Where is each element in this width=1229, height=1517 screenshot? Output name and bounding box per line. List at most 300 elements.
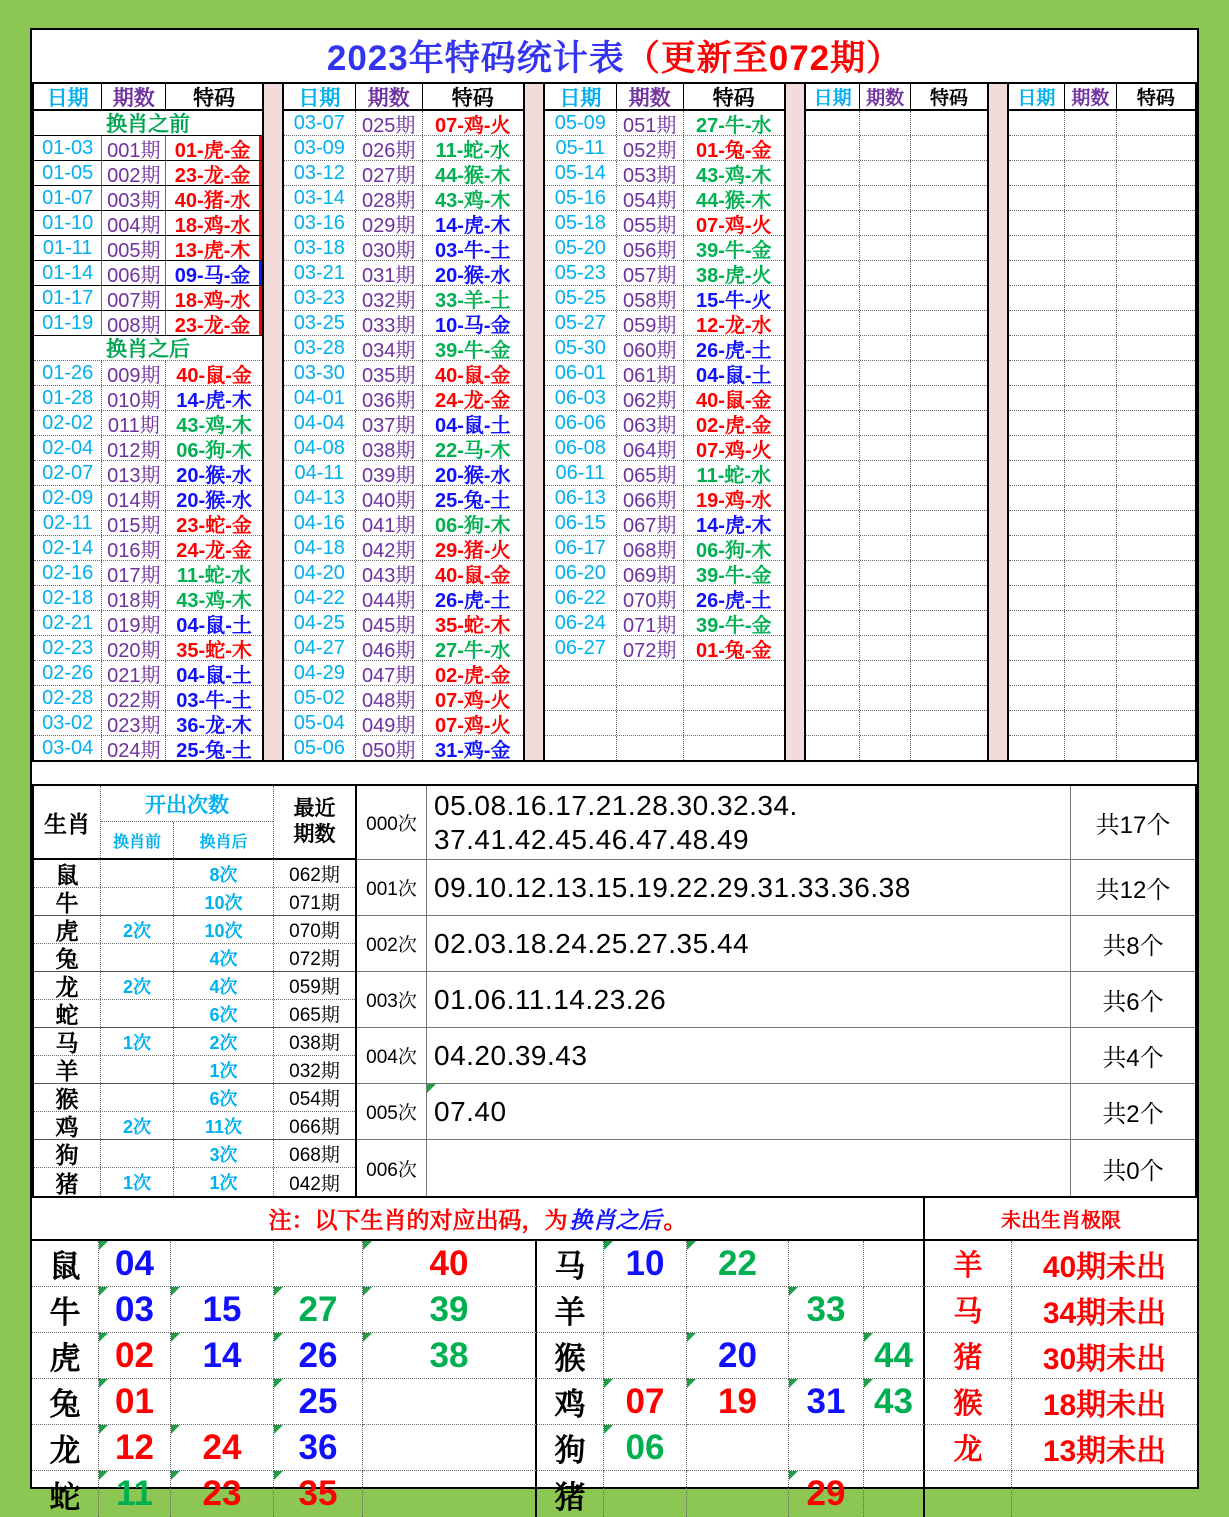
period-cell [860,686,911,710]
table-row [34,286,262,311]
code-cell: 23 [171,1471,274,1517]
date-cell: 03-07 [284,111,356,135]
code-cell: 39-牛-金 [695,614,772,635]
table-row [806,286,987,311]
period-cell: 036期 [356,386,423,410]
separator-strip [786,84,804,762]
code-cell: 11-蛇-水 [176,564,252,585]
period-cell: 067期 [617,511,684,535]
code-cell: 24 [171,1425,274,1471]
zodiac-name: 羊 [537,1287,604,1333]
code-cell: 11-蛇-水 [696,464,772,485]
date-cell: 05-20 [545,236,617,260]
column-header-code: 特码 [451,86,494,109]
date-cell [806,611,860,635]
period-cell: 001期 [102,136,166,160]
code-cell: 36-龙-木 [176,714,252,735]
column-header-date: 日期 [1009,84,1065,109]
date-cell [1009,236,1065,260]
code-cell [1117,261,1195,285]
date-cell: 06-03 [545,386,617,410]
period-cell: 008期 [102,311,166,335]
code-cell [911,661,987,685]
date-cell [1009,411,1065,435]
table-row [284,211,523,236]
code-cell [687,1471,789,1517]
code-cell: 27-牛-水 [434,639,511,660]
period-cell: 023期 [102,711,166,735]
code-cell: 07-鸡-火 [434,114,511,135]
zodiac-stats-row [34,972,355,1000]
date-cell [806,361,860,385]
column-header-period: 期数 [1065,84,1117,109]
code-cell: 07-鸡-火 [434,689,511,710]
date-cell [806,711,860,735]
period-cell [1065,461,1117,485]
frequency-table [357,784,1197,1198]
date-cell: 03-14 [284,186,356,210]
title-update-status: （更新至072期） [624,39,903,78]
zodiac-name: 龙 [34,972,101,999]
date-cell: 03-02 [34,711,102,735]
code-cell [171,1241,274,1287]
period-cell: 007期 [102,286,166,310]
code-cell [1117,436,1195,460]
date-cell [1009,486,1065,510]
code-cell: 18-鸡-水 [166,286,262,310]
code-cell: 06-狗-木 [434,514,511,535]
date-cell: 06-24 [545,611,617,635]
table-row [806,436,987,461]
table-row [284,386,523,411]
period-cell: 048期 [356,686,423,710]
code-cell [684,661,784,685]
count-after-change: 4次 [174,972,274,999]
code-cell [1117,461,1195,485]
section-label: 换肖之后 [106,338,190,361]
code-cell: 01-兔-金 [695,639,772,660]
date-cell: 05-25 [545,286,617,310]
code-cell [911,611,987,635]
date-cell: 02-28 [34,686,102,710]
period-cell: 020期 [102,636,166,660]
date-cell: 06-11 [545,461,617,485]
code-cell: 10-马-金 [434,314,511,335]
period-cell [860,561,911,585]
code-cell: 12 [99,1425,171,1471]
code-cell [864,1241,925,1287]
code-cell: 40-鼠-金 [176,364,252,385]
limit-text: 13期未出 [1012,1425,1197,1471]
code-cell: 02-虎-金 [695,414,772,435]
code-cell [1117,586,1195,610]
note-highlight: 换肖之后 [569,1207,662,1233]
table-row [806,636,987,661]
code-cell: 20 [687,1333,789,1379]
period-table-group [543,84,786,762]
column-header-period: 期数 [356,84,423,109]
column-header-period: 期数 [617,84,684,109]
zodiac-name: 兔 [34,944,101,971]
zodiac-code-grid [32,1239,1197,1517]
period-cell [860,611,911,635]
code-cell: 12-龙-水 [695,314,772,335]
section-row [34,336,262,361]
date-cell: 01-10 [34,211,102,235]
limit-zodiac: 马 [925,1287,1012,1333]
period-cell [860,661,911,685]
period-cell [860,336,911,360]
code-cell: 35 [274,1471,363,1517]
table-row [34,636,262,661]
title-main: 2023年特码统计表 [326,39,625,78]
code-cell: 07-鸡-火 [434,714,511,735]
frequency-numbers [427,916,1070,971]
table-row [284,686,523,711]
code-cell: 35-蛇-木 [434,614,511,635]
period-cell [1065,486,1117,510]
date-cell [806,736,860,760]
table-row [545,461,784,486]
date-cell: 05-23 [545,261,617,285]
table-row [1009,411,1195,436]
limit-zodiac: 猪 [925,1333,1012,1379]
header-recent-period-label: 最近期数 [293,796,336,846]
code-cell [1117,661,1195,685]
table-row [1009,261,1195,286]
code-cell [171,1379,274,1425]
column-header-date: 日期 [545,84,617,109]
code-cell [1117,161,1195,185]
count-before-change: 1次 [101,1028,174,1055]
period-cell [860,586,911,610]
period-cell: 037期 [356,411,423,435]
period-cell: 026期 [356,136,423,160]
table-row [806,511,987,536]
zodiac-name: 蛇 [34,1000,101,1027]
table-row [1009,661,1195,686]
period-cell [1065,336,1117,360]
count-before-change: 2次 [101,1112,174,1139]
period-cell: 017期 [102,561,166,585]
date-cell: 05-06 [284,736,356,760]
column-header-date: 日期 [284,84,356,109]
date-cell: 04-16 [284,511,356,535]
period-cell: 049期 [356,711,423,735]
numbers-line: 37.41.42.45.46.47.48.49 [434,823,750,855]
table-row [1009,186,1195,211]
table-row [1009,236,1195,261]
table-row [1009,686,1195,711]
period-cell: 054期 [617,186,684,210]
date-cell: 02-26 [34,661,102,685]
code-cell: 15-牛-火 [695,289,772,310]
period-cell: 018期 [102,586,166,610]
recent-period: 072期 [289,949,340,970]
frequency-count: 共2个 [1070,1084,1195,1139]
code-cell [1117,111,1195,135]
period-cell [860,111,911,135]
period-cell: 003期 [102,186,166,210]
date-cell [1009,736,1065,760]
code-cell: 40-猪-水 [166,186,262,210]
column-header-period: 期数 [860,84,911,109]
code-cell: 29-猪-火 [434,539,511,560]
period-cell [860,486,911,510]
frequency-label: 006次 [357,1140,427,1196]
code-cell: 03-牛-土 [176,689,252,710]
table-row [284,236,523,261]
recent-period: 042期 [289,1173,340,1195]
code-cell [1117,486,1195,510]
separator-strip [525,84,543,762]
date-cell: 06-17 [545,536,617,560]
date-cell [806,211,860,235]
date-cell [806,261,860,285]
date-cell [806,686,860,710]
code-cell [1117,686,1195,710]
code-cell: 26 [274,1333,363,1379]
code-cell: 26-虎-土 [695,339,772,360]
table-row [1009,361,1195,386]
period-cell: 069期 [617,561,684,585]
table-row [806,361,987,386]
date-cell: 03-09 [284,136,356,160]
zodiac-name: 猴 [34,1084,101,1111]
code-cell: 06-狗-木 [695,539,772,560]
code-cell [274,1241,363,1287]
code-cell [363,1379,537,1425]
recent-period: 068期 [289,1145,340,1166]
period-cell [1065,211,1117,235]
header-counts-group [101,786,274,858]
numbers-line: 05.08.16.17.21.28.30.32.34. [434,789,798,821]
table-row [284,436,523,461]
code-cell: 01 [99,1379,171,1425]
frequency-row [357,860,1195,916]
table-row [806,661,987,686]
code-cell: 33 [789,1287,864,1333]
period-cell: 042期 [356,536,423,560]
code-cell [911,136,987,160]
zodiac-name: 马 [537,1241,604,1287]
period-cell: 053期 [617,161,684,185]
date-cell: 03-30 [284,361,356,385]
frequency-numbers [427,1084,1070,1139]
code-cell: 39-牛-金 [695,564,772,585]
count-before-change [101,1084,174,1111]
zodiac-stats-row [34,1140,355,1168]
period-cell: 019期 [102,611,166,635]
period-cell [617,686,684,710]
date-cell [545,711,617,735]
count-after-change: 1次 [174,1056,274,1083]
code-cell [911,261,987,285]
recent-period: 062期 [289,865,340,886]
period-cell [1065,236,1117,260]
code-cell [911,561,987,585]
code-cell: 40-鼠-金 [434,564,511,585]
date-cell: 01-26 [34,361,102,385]
code-cell: 18-鸡-水 [166,211,262,235]
date-cell [806,586,860,610]
table-row [545,736,784,760]
frequency-label: 002次 [357,916,427,971]
date-cell [806,436,860,460]
zodiac-name: 蛇 [32,1471,99,1517]
table-row [806,186,987,211]
period-cell: 035期 [356,361,423,385]
code-cell: 02-虎-金 [434,664,511,685]
code-cell: 25 [274,1379,363,1425]
period-cell: 055期 [617,211,684,235]
zodiac-stats-row [34,916,355,944]
code-cell: 27 [274,1287,363,1333]
code-cell [911,511,987,535]
zodiac-stats-row [34,1028,355,1056]
code-cell [687,1425,789,1471]
zodiac-stats-row [34,1084,355,1112]
count-after-change: 10次 [174,916,274,943]
table-row [1009,561,1195,586]
code-cell: 23-蛇-金 [176,514,252,535]
date-cell: 04-27 [284,636,356,660]
table-row [284,186,523,211]
date-cell [1009,636,1065,660]
recent-period: 054期 [289,1089,340,1110]
period-cell [860,186,911,210]
code-cell [1117,611,1195,635]
zodiac-name: 猴 [537,1333,604,1379]
column-header-date: 日期 [34,84,102,109]
code-cell: 19 [687,1379,789,1425]
zodiac-stats-table [32,784,357,1198]
period-cell [860,361,911,385]
date-cell [1009,386,1065,410]
table-row [545,411,784,436]
zodiac-name: 鸡 [537,1379,604,1425]
date-cell: 01-07 [34,186,102,210]
frequency-numbers [427,972,1070,1027]
code-cell [911,386,987,410]
limit-text [1012,1471,1197,1517]
code-cell: 19-鸡-水 [695,489,772,510]
section-label: 换肖之前 [106,113,190,136]
table-row [545,161,784,186]
code-cell [864,1287,925,1333]
period-cell [1065,311,1117,335]
date-cell [1009,461,1065,485]
period-cell: 010期 [102,386,166,410]
code-cell [1117,511,1195,535]
table-row [34,236,262,261]
table-row [545,186,784,211]
table-row [545,636,784,661]
table-header-row [34,84,262,111]
column-header-code: 特码 [929,88,968,109]
zodiac-name: 虎 [34,916,101,943]
code-cell: 13-虎-木 [166,236,262,260]
period-cell: 068期 [617,536,684,560]
date-cell: 04-20 [284,561,356,585]
frequency-count: 共6个 [1070,972,1195,1027]
frequency-label: 005次 [357,1084,427,1139]
date-cell [806,486,860,510]
table-row [34,561,262,586]
table-row [34,211,262,236]
code-cell: 20-猴-水 [434,264,511,285]
code-cell [911,236,987,260]
code-cell: 44-猴-木 [695,189,772,210]
code-cell [789,1241,864,1287]
table-row [34,661,262,686]
table-row [34,361,262,386]
table-row [806,611,987,636]
zodiac-stats-row [34,860,355,888]
code-cell [911,536,987,560]
date-cell: 02-21 [34,611,102,635]
date-cell [806,636,860,660]
table-row [545,336,784,361]
count-before-change [101,1000,174,1027]
date-cell: 02-23 [34,636,102,660]
date-cell: 05-14 [545,161,617,185]
period-cell: 022期 [102,686,166,710]
recent-period: 066期 [289,1117,340,1138]
code-cell [911,111,987,135]
header-zodiac: 生肖 [34,786,101,858]
code-cell [1117,386,1195,410]
period-cell [860,136,911,160]
zodiac-name: 羊 [34,1056,101,1083]
date-cell: 01-28 [34,386,102,410]
code-cell: 20-猴-水 [434,464,511,485]
table-row [806,461,987,486]
frequency-label: 004次 [357,1028,427,1083]
count-before-change [101,1140,174,1167]
table-row [34,136,262,161]
zodiac-stats-row [34,888,355,916]
table-row [806,536,987,561]
table-row [284,586,523,611]
frequency-count: 共12个 [1070,860,1195,915]
period-cell [860,261,911,285]
code-cell: 14-虎-木 [176,389,252,410]
period-cell [617,661,684,685]
period-cell [1065,736,1117,760]
zodiac-name: 鼠 [32,1241,99,1287]
code-cell [911,311,987,335]
count-after-change: 8次 [174,860,274,887]
code-cell [1117,736,1195,760]
date-cell [1009,511,1065,535]
period-cell: 039期 [356,461,423,485]
code-cell: 09-马-金 [166,261,262,285]
separator-strip [264,84,282,762]
code-cell: 43-鸡-木 [434,189,511,210]
table-row [1009,536,1195,561]
period-cell [1065,361,1117,385]
limit-zodiac: 猴 [925,1379,1012,1425]
frequency-numbers [427,1028,1070,1083]
date-cell [1009,336,1065,360]
code-cell [1117,236,1195,260]
table-row [806,211,987,236]
numbers-line: 04.20.39.43 [434,1039,588,1071]
code-cell: 04-鼠-土 [695,364,772,385]
limit-zodiac: 羊 [925,1241,1012,1287]
code-cell [1117,411,1195,435]
